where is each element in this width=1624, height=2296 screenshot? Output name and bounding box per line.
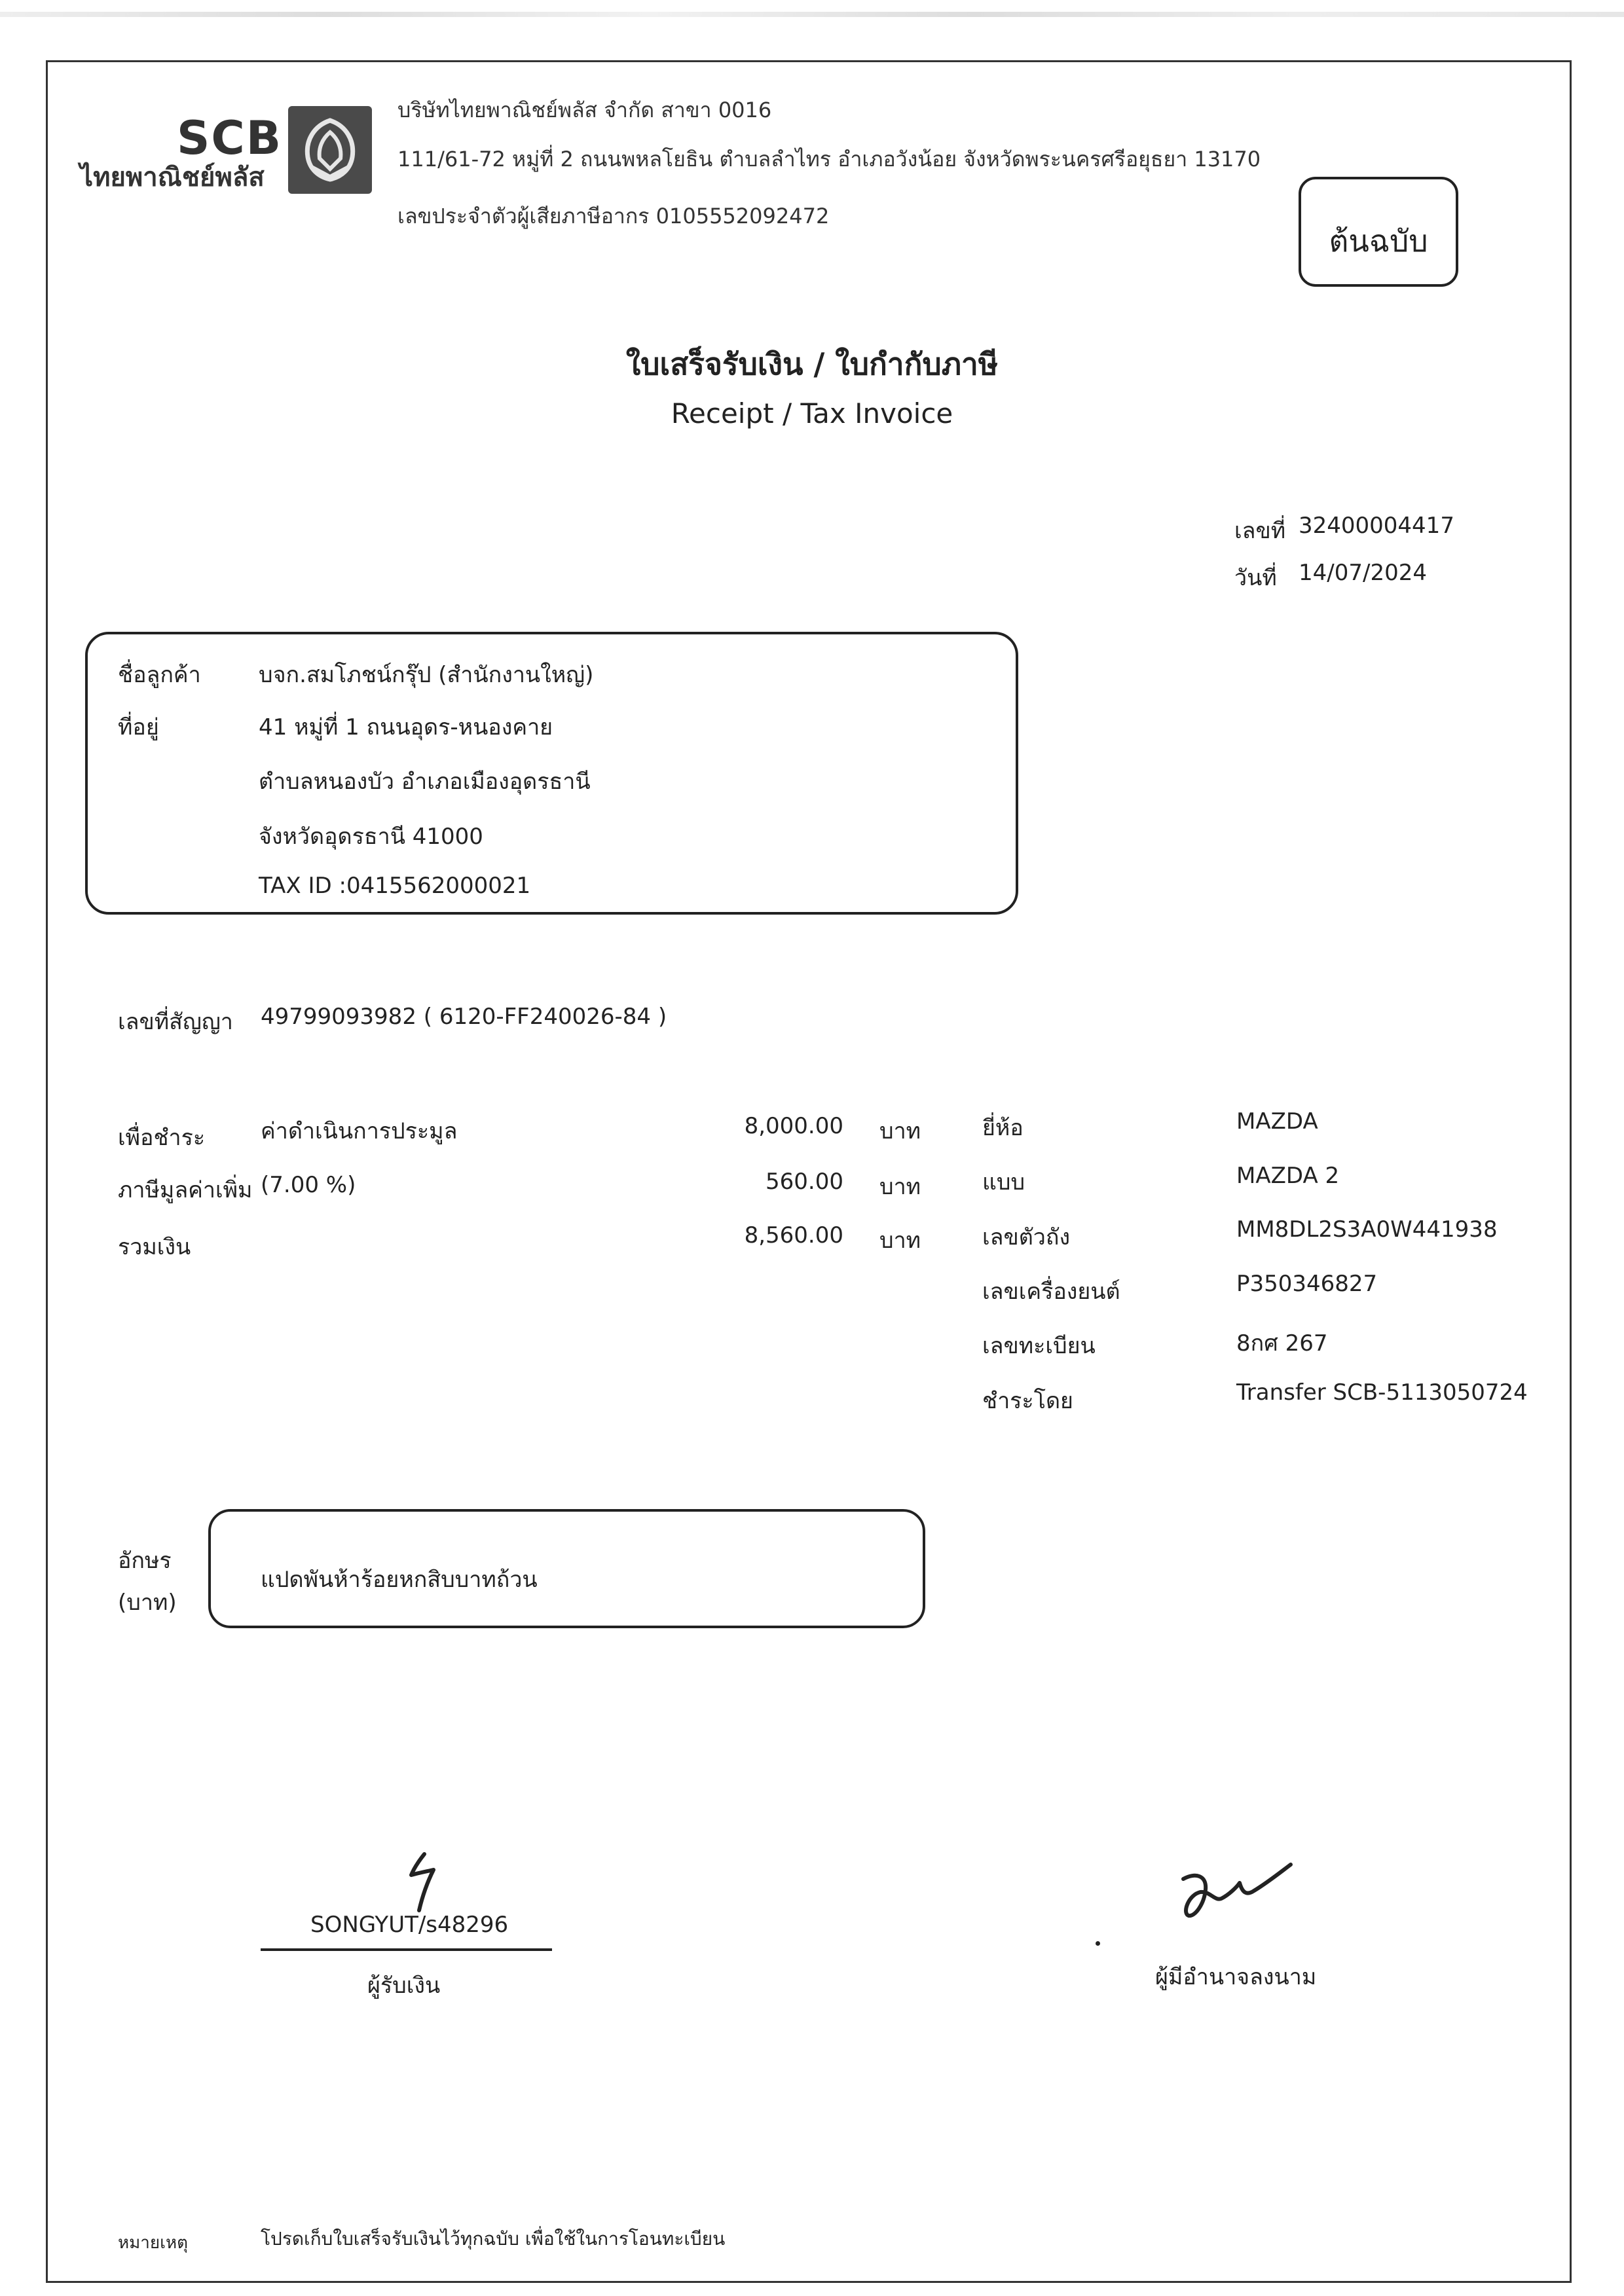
vat-rate: (7.00 %) (261, 1172, 356, 1198)
customer-address-line: ตำบลหนองบัว อำเภอเมืองอุดรธานี (259, 769, 591, 795)
payment-desc: ค่าดำเนินการประมูล (261, 1118, 458, 1144)
authorized-label: ผู้มีอำนาจลงนาม (1155, 1964, 1317, 1990)
logo-scb-text: SCB (177, 111, 283, 165)
vehicle-brand-value: MAZDA (1236, 1108, 1318, 1135)
vat-label: ภาษีมูลค่าเพิ่ม (118, 1177, 253, 1203)
customer-name-label: ชื่อลูกค้า (118, 662, 201, 688)
payment-amount: 8,000.00 (744, 1113, 843, 1139)
company-tax-id: เลขประจำตัวผู้เสียภาษีอากร 0105552092472 (397, 204, 830, 228)
remark-text: โปรดเก็บใบเสร็จรับเงินไว้ทุกฉบับ เพื่อใช้ในการโอนทะเบียน (261, 2228, 726, 2250)
doc-date-value: 14/07/2024 (1299, 560, 1427, 586)
paid-by-label: ชำระโดย (982, 1388, 1073, 1414)
vehicle-model-value: MAZDA 2 (1236, 1163, 1340, 1189)
receiver-signature-line (261, 1948, 552, 1951)
vat-amount: 560.00 (766, 1169, 843, 1195)
title-thai: ใบเสร็จรับเงิน / ใบกำกับภาษี (625, 346, 999, 382)
vehicle-plate-label: เลขทะเบียน (982, 1333, 1096, 1359)
company-address: 111/61-72 หมู่ที่ 2 ถนนพหลโยธิน ตำบลลำไทร อำเภอวังน้อย จังหวัดพระนครศรีอยุธยา 13170 (397, 147, 1261, 172)
remark-label: หมายเหตุ (118, 2233, 189, 2253)
vat-unit: บาท (879, 1174, 921, 1200)
customer-tax-id: TAX ID :0415562000021 (259, 873, 531, 899)
customer-name-value: บจก.สมโภชน์กรุ๊ป (สำนักงานใหญ่) (259, 662, 594, 688)
title-english: Receipt / Tax Invoice (671, 397, 953, 429)
vehicle-chassis-label: เลขตัวถัง (982, 1224, 1071, 1250)
customer-address-line: 41 หมู่ที่ 1 ถนนอุดร-หนองคาย (259, 714, 553, 740)
vehicle-model-label: แบบ (982, 1169, 1025, 1195)
contract-label: เลขที่สัญญา (118, 1009, 233, 1035)
contract-value: 49799093982 ( 6120-FF240026-84 ) (261, 1004, 667, 1030)
original-stamp (1299, 177, 1458, 287)
customer-address-line: จังหวัดอุดรธานี 41000 (259, 824, 483, 850)
total-label: รวมเงิน (118, 1234, 191, 1260)
doc-no-label: เลขที่ (1234, 518, 1286, 544)
scan-edge (0, 12, 1624, 17)
payment-unit: บาท (879, 1118, 921, 1144)
receiver-name: SONGYUT/s48296 (310, 1912, 509, 1938)
customer-address-label: ที่อยู่ (118, 714, 159, 740)
total-unit: บาท (879, 1228, 921, 1254)
doc-no-value: 32400004417 (1299, 513, 1454, 539)
company-name: บริษัทไทยพาณิชย์พลัส จำกัด สาขา 0016 (397, 98, 772, 122)
ink-dot (1096, 1941, 1100, 1946)
vehicle-brand-label: ยี่ห้อ (982, 1115, 1024, 1141)
vehicle-engine-label: เลขเครื่องยนต์ (982, 1279, 1120, 1305)
total-amount: 8,560.00 (744, 1222, 843, 1248)
logo-thai-text: ไทยพาณิชย์พลัส (80, 162, 265, 192)
vehicle-engine-value: P350346827 (1236, 1271, 1378, 1297)
authorized-signature (1169, 1853, 1300, 1944)
paid-by-value: Transfer SCB-5113050724 (1236, 1379, 1528, 1406)
vehicle-plate-value: 8กศ 267 (1236, 1330, 1328, 1357)
receiver-label: ผู้รับเงิน (367, 1973, 441, 1999)
payment-label: เพื่อชำระ (118, 1125, 206, 1151)
stamp-text: ต้นฉบับ (1329, 223, 1428, 259)
amount-words-label: อักษร (118, 1548, 172, 1574)
amount-words-unit-label: (บาท) (118, 1590, 177, 1616)
doc-date-label: วันที่ (1234, 565, 1277, 591)
vehicle-chassis-value: MM8DL2S3A0W441938 (1236, 1216, 1498, 1243)
scb-emblem-icon (288, 106, 372, 194)
amount-words-value: แปดพันห้าร้อยหกสิบบาทถ้วน (261, 1567, 538, 1593)
